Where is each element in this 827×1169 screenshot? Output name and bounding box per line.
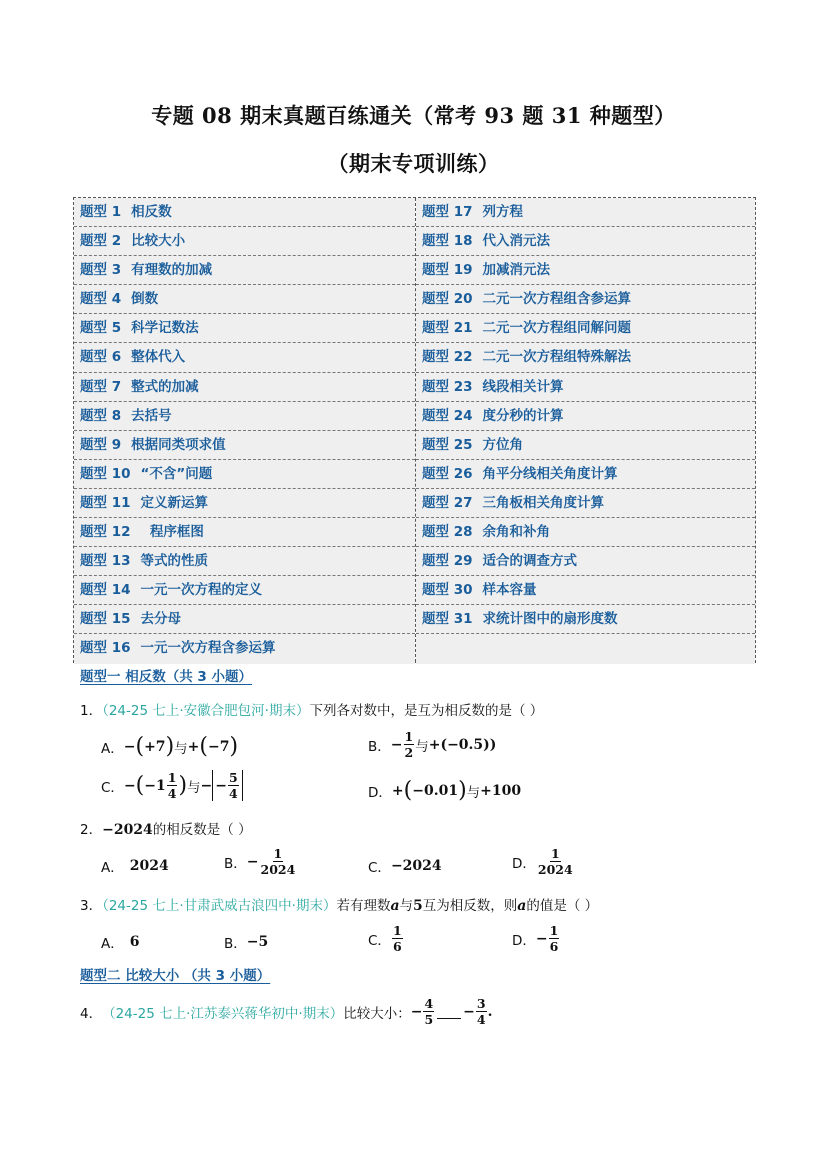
- topic-row[interactable]: [74, 489, 415, 518]
- q1-option-a[interactable]: A． − ( +7 ) 与 + ( −7 ): [101, 734, 239, 759]
- topic-row[interactable]: [74, 285, 415, 314]
- topic-label: 等式的性质: [140, 553, 208, 570]
- topic-label: 有理数的加减: [131, 262, 213, 279]
- topic-number: 题型 7: [80, 378, 122, 395]
- q3-option-c[interactable]: C． $\frac{1}{6}$: [368, 923, 402, 954]
- topic-label: 列方程: [482, 204, 523, 220]
- absolute-value: − $\frac{5}{4}$: [212, 770, 242, 801]
- topic-number: 题型 25: [422, 436, 473, 453]
- topic-row[interactable]: [74, 547, 415, 576]
- topic-label: 倒数: [131, 291, 159, 308]
- q2-option-c[interactable]: C． −2024: [368, 858, 442, 876]
- topic-column-left: [74, 198, 416, 662]
- topic-row[interactable]: [74, 576, 415, 605]
- fraction: $\frac{1}{6}$: [549, 923, 559, 954]
- topic-row[interactable]: [416, 431, 755, 460]
- topic-number: 题型 18: [422, 233, 473, 250]
- topic-label: 程序框图: [140, 524, 204, 541]
- topic-label: 去括号: [131, 407, 172, 424]
- topic-label: 整式的加减: [131, 378, 199, 395]
- q1-option-b[interactable]: B． − $\frac{1}{2}$ 与 + ( −0.5 ) ): [368, 729, 497, 760]
- topic-number: 题型 12: [80, 524, 131, 541]
- topic-label: 求统计图中的扇形度数: [482, 611, 618, 628]
- topic-label: 加减消元法: [482, 262, 550, 279]
- topic-label: 线段相关计算: [482, 378, 564, 395]
- topic-number: 题型 26: [422, 465, 473, 482]
- topic-row[interactable]: [74, 227, 415, 256]
- topic-row[interactable]: [416, 256, 755, 285]
- question-source[interactable]: （24-25 七上·江苏泰兴蒋华初中·期末）: [102, 1005, 344, 1022]
- page-subtitle: （期末专项训练）: [327, 151, 500, 176]
- topic-row[interactable]: [74, 256, 415, 285]
- section-heading-1[interactable]: 题型一 相反数（共 3 小题）: [80, 669, 252, 685]
- topic-label: “不含”问题: [140, 465, 213, 482]
- topic-label: 三角板相关角度计算: [482, 494, 604, 511]
- fraction: $\frac{5}{4}$: [229, 770, 238, 801]
- topic-row[interactable]: [74, 605, 415, 634]
- topic-number: 题型 22: [422, 349, 473, 366]
- topic-row: [416, 634, 755, 663]
- q2-option-d[interactable]: D． $\frac{1}{2024}$: [512, 846, 573, 877]
- topic-column-right: [416, 198, 755, 662]
- fraction: $\frac{1}{2}$: [404, 729, 414, 760]
- topic-row[interactable]: [74, 431, 415, 460]
- question-1: 1．（24-25 七上·安徽合肥包河·期末）下列各对数中，是互为相反数的是（ ）: [80, 703, 544, 719]
- topic-number: 题型 3: [80, 262, 122, 279]
- topic-table: [73, 197, 756, 663]
- topic-number: 题型 6: [80, 349, 122, 366]
- topic-row[interactable]: [74, 343, 415, 372]
- topic-row[interactable]: [74, 460, 415, 489]
- topic-number: 题型 23: [422, 378, 473, 395]
- topic-number: 题型 14: [80, 582, 131, 599]
- topic-number: 题型 24: [422, 407, 473, 424]
- fraction: $\frac{1}{2024}$: [260, 846, 296, 877]
- topic-row[interactable]: [416, 314, 755, 343]
- topic-number: 题型 29: [422, 553, 473, 570]
- question-source[interactable]: （24-25 七上·甘肃武威古浪四中·期末）: [102, 898, 337, 914]
- topic-number: 题型 10: [80, 465, 131, 482]
- topic-number: 题型 28: [422, 524, 473, 541]
- topic-row[interactable]: [416, 198, 755, 227]
- topic-label: 方位角: [482, 436, 523, 453]
- fraction: $\frac{1}{2024}$: [537, 846, 573, 877]
- topic-label: 度分秒的计算: [482, 407, 564, 424]
- question-4: 4． （24-25 七上·江苏泰兴蒋华初中·期末） 比较大小： − $\frac{4}{5}$ − $\frac{3}{4}$ .: [80, 996, 493, 1027]
- topic-number: 题型 8: [80, 407, 122, 424]
- topic-number: 题型 19: [422, 262, 473, 279]
- topic-row[interactable]: [416, 460, 755, 489]
- topic-number: 题型 4: [80, 291, 122, 308]
- topic-label: 适合的调查方式: [482, 553, 577, 570]
- topic-number: 题型 9: [80, 436, 122, 453]
- topic-label: 样本容量: [482, 582, 537, 599]
- q1-option-c[interactable]: C． − ( −1 $\frac{1}{4}$ ) 与 − − $\frac{5}{4}$: [101, 770, 243, 801]
- q2-option-b[interactable]: B． − $\frac{1}{2024}$: [224, 846, 296, 877]
- topic-label: 定义新运算: [140, 494, 208, 511]
- q3-option-b[interactable]: B． −5: [224, 934, 269, 952]
- topic-row[interactable]: [416, 343, 755, 372]
- q3-option-d[interactable]: D． − $\frac{1}{6}$: [512, 923, 559, 954]
- topic-label: 二元一次方程组特殊解法: [482, 349, 631, 366]
- fraction: $\frac{3}{4}$: [476, 996, 486, 1027]
- topic-row[interactable]: [74, 634, 415, 663]
- topic-row[interactable]: [74, 518, 415, 547]
- topic-label: 二元一次方程组含参运算: [482, 291, 631, 308]
- topic-number: 题型 20: [422, 291, 473, 308]
- topic-number: 题型 27: [422, 494, 473, 511]
- answer-blank[interactable]: [437, 1004, 461, 1019]
- topic-label: 整体代入: [131, 349, 186, 366]
- question-3: 3．（24-25 七上·甘肃武威古浪四中·期末）若有理数a与5互为相反数，则a的值是（ ）: [80, 898, 599, 914]
- section-heading-2[interactable]: 题型二 比较大小 （共 3 小题）: [80, 968, 271, 984]
- topic-number: 题型 21: [422, 320, 473, 337]
- topic-number: 题型 15: [80, 611, 131, 628]
- topic-number: 题型 17: [422, 204, 473, 220]
- topic-row[interactable]: [74, 373, 415, 402]
- fraction: $\frac{4}{5}$: [424, 996, 434, 1027]
- topic-row[interactable]: [416, 402, 755, 431]
- topic-row[interactable]: [416, 518, 755, 547]
- topic-number: 题型 30: [422, 582, 473, 599]
- topic-label: 余角和补角: [482, 524, 550, 541]
- topic-label: 去分母: [140, 611, 181, 628]
- topic-number: 题型 11: [80, 494, 131, 511]
- topic-label: 比较大小: [131, 233, 186, 250]
- topic-number: 题型 1: [80, 204, 122, 220]
- topic-number: 题型 5: [80, 320, 122, 337]
- fraction: $\frac{1}{6}$: [392, 923, 402, 954]
- topic-row[interactable]: [74, 314, 415, 343]
- q3-option-a[interactable]: A． 6: [101, 934, 140, 952]
- question-2: 2．−2024的相反数是（ ）: [80, 822, 252, 838]
- topic-row[interactable]: [416, 227, 755, 256]
- topic-label: 一元一次方程含参运算: [140, 640, 276, 657]
- topic-row[interactable]: [416, 489, 755, 518]
- topic-label: 代入消元法: [482, 233, 550, 250]
- topic-row[interactable]: [74, 402, 415, 431]
- topic-number: 题型 31: [422, 611, 473, 628]
- topic-label: 二元一次方程组同解问题: [482, 320, 631, 337]
- topic-label: 角平分线相关角度计算: [482, 465, 618, 482]
- question-source[interactable]: （24-25 七上·安徽合肥包河·期末）: [102, 703, 310, 719]
- topic-row[interactable]: [416, 285, 755, 314]
- topic-row[interactable]: [416, 605, 755, 634]
- topic-row[interactable]: [74, 198, 415, 227]
- topic-label: 科学记数法: [131, 320, 199, 337]
- topic-row[interactable]: [416, 373, 755, 402]
- q1-option-d[interactable]: D． + ( −0.01 ) 与 +100: [368, 778, 522, 803]
- topic-number: 题型 2: [80, 233, 122, 250]
- topic-label: 根据同类项求值: [131, 436, 226, 453]
- topic-row[interactable]: [416, 576, 755, 605]
- fraction: $\frac{1}{4}$: [167, 770, 177, 801]
- topic-label: 相反数: [131, 204, 172, 220]
- topic-number: 题型 13: [80, 553, 131, 570]
- topic-number: 题型 16: [80, 640, 131, 657]
- q2-option-a[interactable]: A． 2024: [101, 858, 169, 876]
- page-title: 专题 08 期末真题百练通关（常考 93 题 31 种题型）: [151, 103, 676, 128]
- topic-row[interactable]: [416, 547, 755, 576]
- topic-label: 一元一次方程的定义: [140, 582, 262, 599]
